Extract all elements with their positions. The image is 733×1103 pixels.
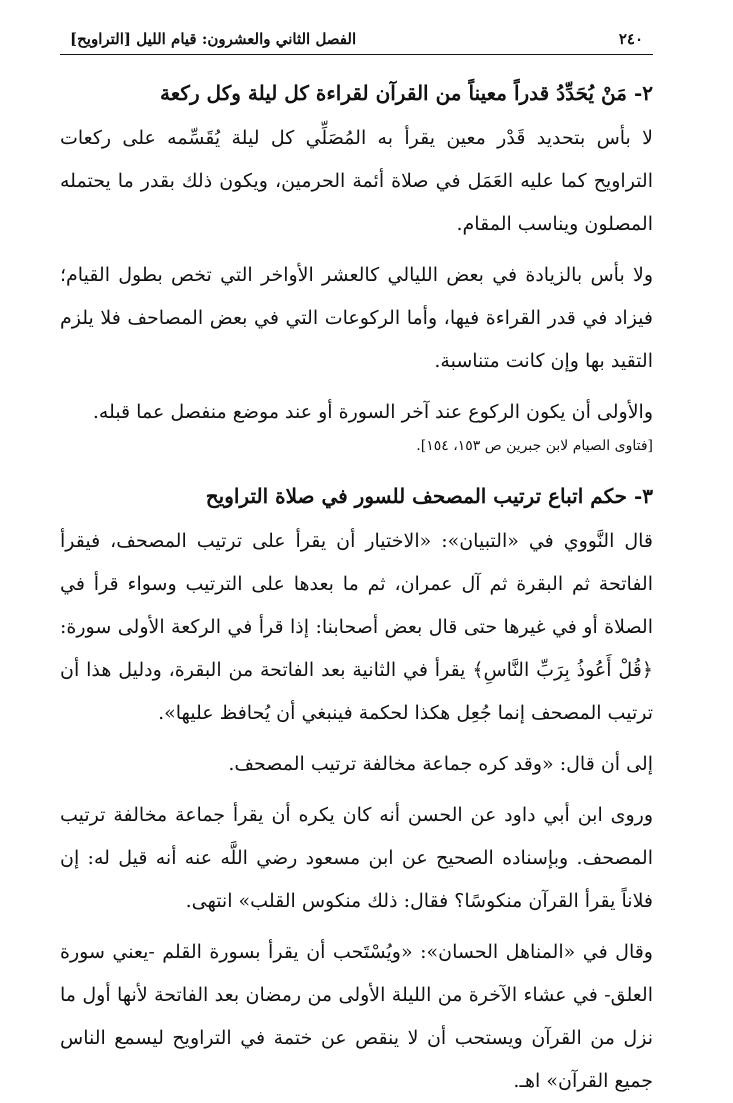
paragraph: والأولى أن يكون الركوع عند آخر السورة أو عند موضع منفصل عما قبله. — [92, 401, 653, 423]
paragraph: ولا بأس بالزيادة في بعض الليالي كالعشر الأواخر التي تخص بطول القيام؛ فيزاد في قدر القراءة فيها، وأما الركوعات التي في بعض المصاحف فلا يلزم التقيد بها وإن كانت متناسبة. — [60, 264, 653, 372]
source-reference: [فتاوى الصيام لابن جبرين ص ١٥٣، ١٥٤]. — [416, 438, 653, 454]
section-heading: ٣- حكم اتباع ترتيب المصحف للسور في صلاة التراويح — [205, 484, 653, 508]
section-heading: ٢- مَنْ يُحَدِّدُ قدراً معيناً من القرآن لقراءة كل ليلة وكل ركعة — [160, 81, 653, 105]
paragraph: إلى أن قال: «وقد كره جماعة مخالفة ترتيب المصحف. — [228, 753, 653, 775]
section-mushaf-order — [60, 480, 653, 1103]
running-title: الفصل الثاني والعشرون: قيام الليل [التراويح] — [70, 30, 357, 48]
page-number: ٢٤٠ — [618, 30, 643, 48]
paragraph: لا بأس بتحديد قَدْر معين يقرأ به المُصَلِّي كل ليلة يُقَسِّمه على ركعات التراويح كما عليه العَمَل في صلاة أئمة الحرمين، ويكون ذلك بقدر ما يحتمله المصلون ويناسب المقام. — [60, 127, 653, 235]
section-reading-amount — [60, 77, 653, 458]
paragraph: وقال في «المناهل الحسان»: «ويُسْتَحب أن يقرأ بسورة القلم -يعني سورة العلق- في عشاء الآخرة من الليلة الأولى من رمضان بعد الفاتحة لأنها أول ما نزل من القرآن ويستحب أن لا ينقص عن ختمة في التراويح ليسمع الناس جميع القرآن» اهـ. — [60, 941, 653, 1092]
running-header — [60, 30, 653, 55]
paragraph: قال النَّووي في «التبيان»: «الاختيار أن يقرأ على ترتيب المصحف، فيقرأ الفاتحة ثم البقرة ثم آل عمران، ثم ما بعدها على الترتيب وسواء قرأ في الصلاة أو في غيرها حتى قال بعض أصحابنا: إذا قرأ في الركعة الأولى سورة: ﴿قُلْ أَعُوذُ بِرَبِّ النَّاسِ﴾ يقرأ في الثانية بعد الفاتحة من البقرة، ودليل هذا أن ترتيب المصحف إنما جُعِل هكذا لحكمة فينبغي أن يُحافظ عليها». — [60, 530, 653, 724]
paragraph: وروى ابن أبي داود عن الحسن أنه كان يكره أن يقرأ جماعة مخالفة ترتيب المصحف. وبإسناده الصحيح عن ابن مسعود رضي اللَّه عنه أنه قيل له: إن فلاناً يقرأ القرآن منكوسًا؟ فقال: ذلك منكوس القلب» انتهى. — [60, 804, 653, 912]
